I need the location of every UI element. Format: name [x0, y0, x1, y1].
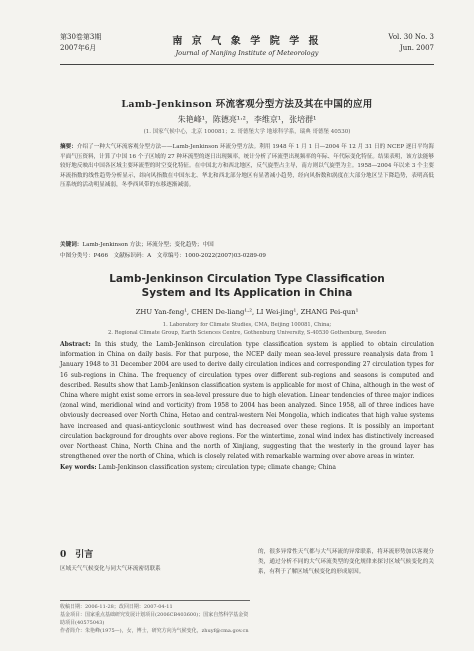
affiliation-en-2: 2. Regional Climate Group, Earth Sciences Centre, Gothenburg University, S-40530 Gothenburg, Sweden [107, 330, 387, 336]
affiliation-cn: (1. 国家气候中心，北京 100081；2. 哥德堡大学 地球科学系，瑞典 哥德堡 40530) [143, 129, 351, 135]
footnote [60, 600, 250, 635]
date-cn: 2007年6月 [60, 44, 97, 52]
abstract-text-cn: 介绍了一种大气环流客观分型方法——Lamb-Jenkinson 环流分型方法。利用 1948 年 1 月 1 日—2004 年 12 月 31 日的 NCEP 逐日平均海平面气压资料，计算了中国 16 个子区域的 27 种环流型的逐日出现频率，统计分析了环流型出现频率的年际、年代际变化特征。结果表明，该方法能够较好地反映出中国各区域主要环流型的时空变化特征。在中国北方和西北地区，反气旋型占主导，南方则以气旋型为主。1958—2004 年以来 3 个主要环流指数的线性趋势分析显示，纬向风指数在中国东北、华北和西北部分地区有显著减小趋势，经向风指数和涡度在大部分地区呈下降趋势，表明高低压系统的活动明显减弱，冬季西风带的东移逐渐减弱。 [60, 144, 434, 189]
body-text-right: 的，很多异常性天气都与大气环流的异常联系，将环流形势加以客观分类，通过分析不同的大气环流类型的变化规律来探讨区域气候变化的关系，有利于了解区域气候变化的形成原因。 [258, 549, 434, 575]
journal-header [60, 32, 434, 65]
affiliation-en [60, 321, 434, 337]
footnote-author: 作者简介：朱艳峰(1975—)，女，博士，研究方向为气候变化，zhuyf@cma.gov.cn [60, 628, 249, 634]
footnote-received: 收稿日期：2006-11-28；改回日期：2007-04-11 [60, 604, 173, 610]
classification-line: 中图分类号：P466 文献标识码：A 文章编号：1000-2022(2007)03-0289-09 [60, 253, 266, 259]
authors-en: ZHU Yan-feng¹, CHEN De-liang¹·², LI Wei-jing¹, ZHANG Pei-qun¹ [135, 308, 359, 316]
footnote-fund: 基金项目：国家重点基础研究发展计划项目(2006CB403600)；国家自然科学基金资助项目(40575043) [60, 612, 249, 626]
keywords-label-en: Key words: [60, 464, 97, 472]
header-center [155, 32, 339, 57]
date-en: Jun. 2007 [399, 44, 434, 52]
volume-cn: 第30卷第3期 [60, 33, 102, 41]
keywords-en [60, 463, 434, 473]
authors-cn: 朱艳峰¹，陈德亮¹·²，李维京¹，张培群¹ [177, 115, 317, 124]
keywords-text-cn: Lamb-Jenkinson 方法；环流分型；变化趋势；中国 [82, 242, 214, 248]
abstract-label-en: Abstract: [60, 341, 91, 348]
abstract-en [60, 340, 434, 474]
header-left [60, 32, 101, 54]
header-right [388, 32, 434, 54]
journal-name-en: Journal of Nanjing Institute of Meteorology [175, 49, 319, 57]
keywords-label-cn: 关键词： [60, 242, 83, 248]
abstract-text-en: In this study, the Lamb-Jenkinson circulation type classification system is applied to obtain circulation information in China on daily basis. For that purpose, the NCEP daily mean sea-level pressure reanalysis data from 1 January 1948 to 31 December 2004 are used to derive daily circulation indices and corresponding 27 circulation types for 16 sub-regions in China. The frequency of circulation types over different sub-regions and seasons is computed and described. Results show that Lamb-Jenkinson classification system is applicable for most of China, although in the west of China where might exist some errors in sea-level pressure due to high elevation. Linear tendencies of three major indices (zonal wind, meridional wind and vorticity) from 1958 to 2004 has been analyzed. Since 1958, all of three indices have obviously decreased over North China, Hetao and central-western Nei Mongolia, which indicates that high value systems have increased and quasi-anticyclonic southwest wind has decreased over these regions. It is possibly an important circulation background for droughts over above regions. For the wintertime, zonal wind index has distinctively increased over Northeast China, North China and the north of Xinjiang, suggesting that the westerly in the ground layer has strengthened over the north of China, which is closely related with remarkable warming over above areas in winter. [60, 341, 434, 461]
title-en-line1: Lamb-Jenkinson Circulation Type Classification [109, 273, 385, 285]
body-left-column [60, 547, 245, 574]
body-text-left: 区域天气气候变化与同大气环流密切联系 [60, 566, 161, 572]
abstract-label-cn: 摘要： [60, 144, 77, 150]
title-cn: Lamb-Jenkinson 环流客观分型方法及其在中国的应用 [121, 99, 373, 110]
journal-name-cn: 南 京 气 象 学 院 学 报 [172, 36, 322, 47]
volume-en: Vol. 30 No. 3 [388, 33, 434, 41]
title-en-line2: System and Its Application in China [141, 287, 353, 299]
title-en [60, 272, 434, 300]
section-heading-introduction: 0 引言 [60, 550, 94, 560]
abstract-cn [60, 143, 434, 191]
keywords-text-en: Lamb-Jenkinson classification system; circulation type; climate change; China [98, 464, 336, 472]
affiliation-en-1: 1. Laboratory for Climate Studies, CMA, Beijing 100081, China; [162, 322, 332, 328]
keywords-cn [60, 240, 434, 248]
